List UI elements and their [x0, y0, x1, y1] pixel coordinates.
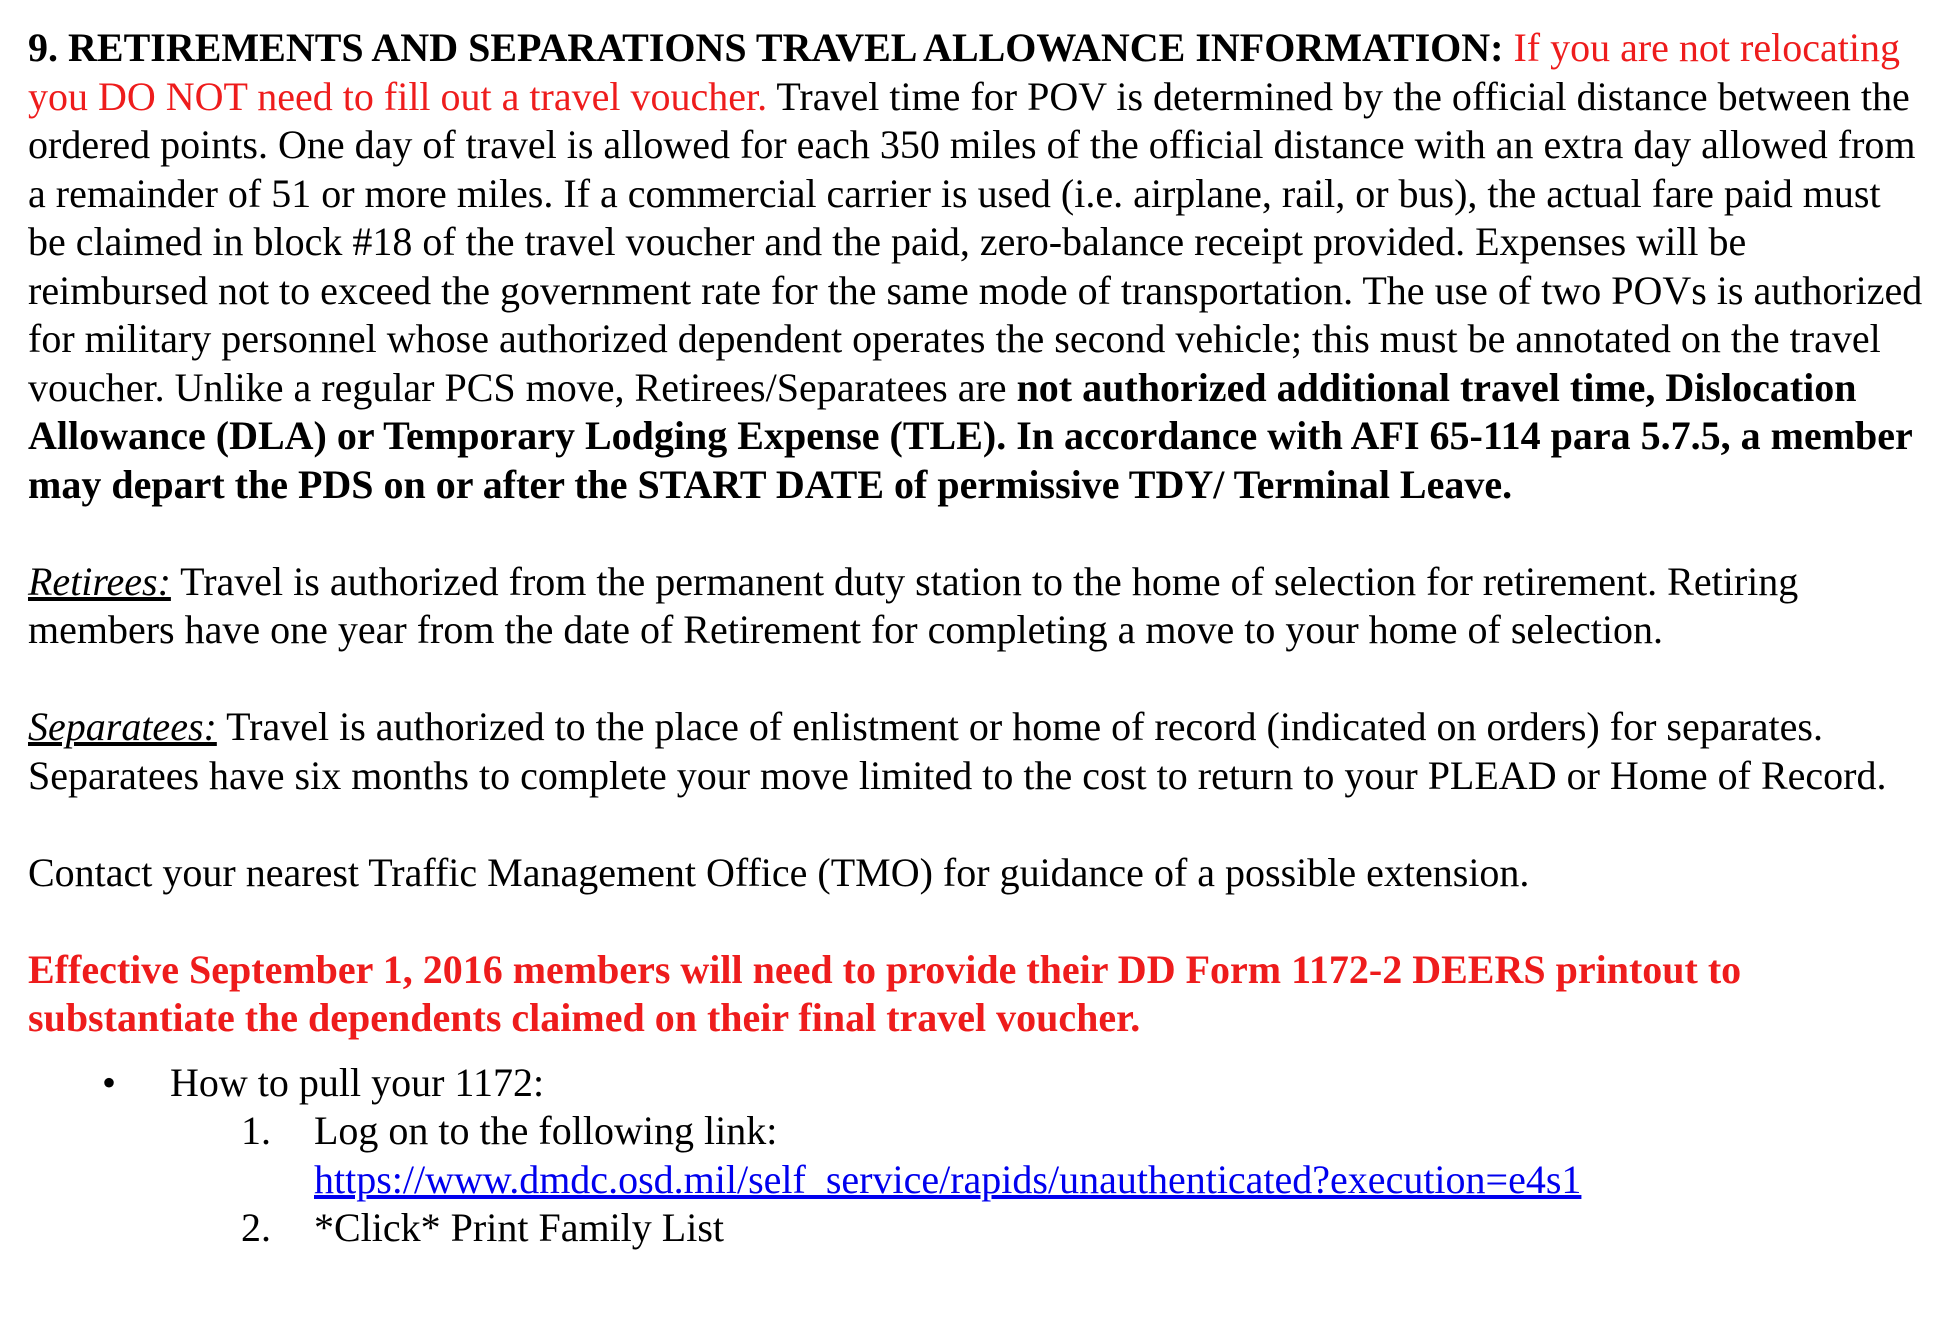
howto-steps: [28, 1107, 1928, 1253]
travel-allowance-body: Travel time for POV is determined by the official distance between the ordered points. One day of travel is allowed for each 350 miles of the official distance with an extra day allowed from a remainder of 51 or more miles. If a commercial carrier is used (i.e. airplane, rail, or bus), the actual fare paid must be claimed in block #18 of the travel voucher and the paid, zero-balance receipt provided. Expenses will be reimbursed not to exceed the government rate for the same mode of transportation. The use of two POVs is authorized for military personnel whose authorized dependent operates the second vehicle; this must be annotated on the travel voucher. Unlike a regular PCS move, Retirees/Separatees are: [28, 73, 1923, 410]
not-authorized-bold-text: not authorized additional travel time, Dislocation Allowance (DLA) or Temporary Lodging Expense (TLE). In accordance with AFI 65-114 para 5.7.5, a member may depart the PDS on or after the START DATE of permissive TDY/ Terminal Leave.: [28, 364, 1913, 507]
howto-list: [28, 1059, 1928, 1108]
step-text-1: Log on to the following link:: [314, 1108, 778, 1153]
relocation-red-note: If you are not relocating you DO NOT need to fill out a travel voucher.: [28, 25, 1900, 119]
dd-form-notice: Effective September 1, 2016 members will need to provide their DD Form 1172-2 DEERS printout to substantiate the dependents claimed on their final travel voucher.: [28, 946, 1742, 1040]
step-marker-1: 1.: [241, 1108, 271, 1153]
dmdc-rapids-link[interactable]: https://www.dmdc.osd.mil/self_service/rapids/unauthenticated?execution=e4s1: [314, 1156, 1582, 1202]
document-page: [28, 24, 1928, 1253]
separatees-paragraph: [28, 703, 1928, 800]
howto-title: How to pull your 1172:: [170, 1059, 545, 1105]
step-marker-2: 2.: [241, 1205, 271, 1250]
contact-tmo-paragraph: Contact your nearest Traffic Management Office (TMO) for guidance of a possible extension.: [28, 849, 1530, 895]
retirees-label: Retirees:: [28, 558, 171, 604]
retirees-paragraph: [28, 558, 1928, 655]
bullet-icon: •: [102, 1059, 117, 1105]
section-9-paragraph: [28, 24, 1928, 509]
separatees-label: Separatees:: [28, 704, 217, 749]
step-text-2: *Click* Print Family List: [314, 1205, 725, 1250]
step-item-1: [28, 1107, 1928, 1204]
separatees-text: Travel is authorized to the place of enlistment or home of record (indicated on orders) for separates. Separatees have six months to complete your move limited to the cost to return to your PLEAD or Home of Record.: [28, 704, 1887, 798]
section-heading: 9. RETIREMENTS AND SEPARATIONS TRAVEL ALLOWANCE INFORMATION:: [28, 25, 1504, 70]
retirees-text: Travel is authorized from the permanent duty station to the home of selection for retirement. Retiring members have one year from the date of Retirement for completing a move to your home of selection.: [28, 558, 1799, 652]
howto-bullet-item: [28, 1059, 1928, 1108]
step-item-2: [28, 1204, 1928, 1253]
